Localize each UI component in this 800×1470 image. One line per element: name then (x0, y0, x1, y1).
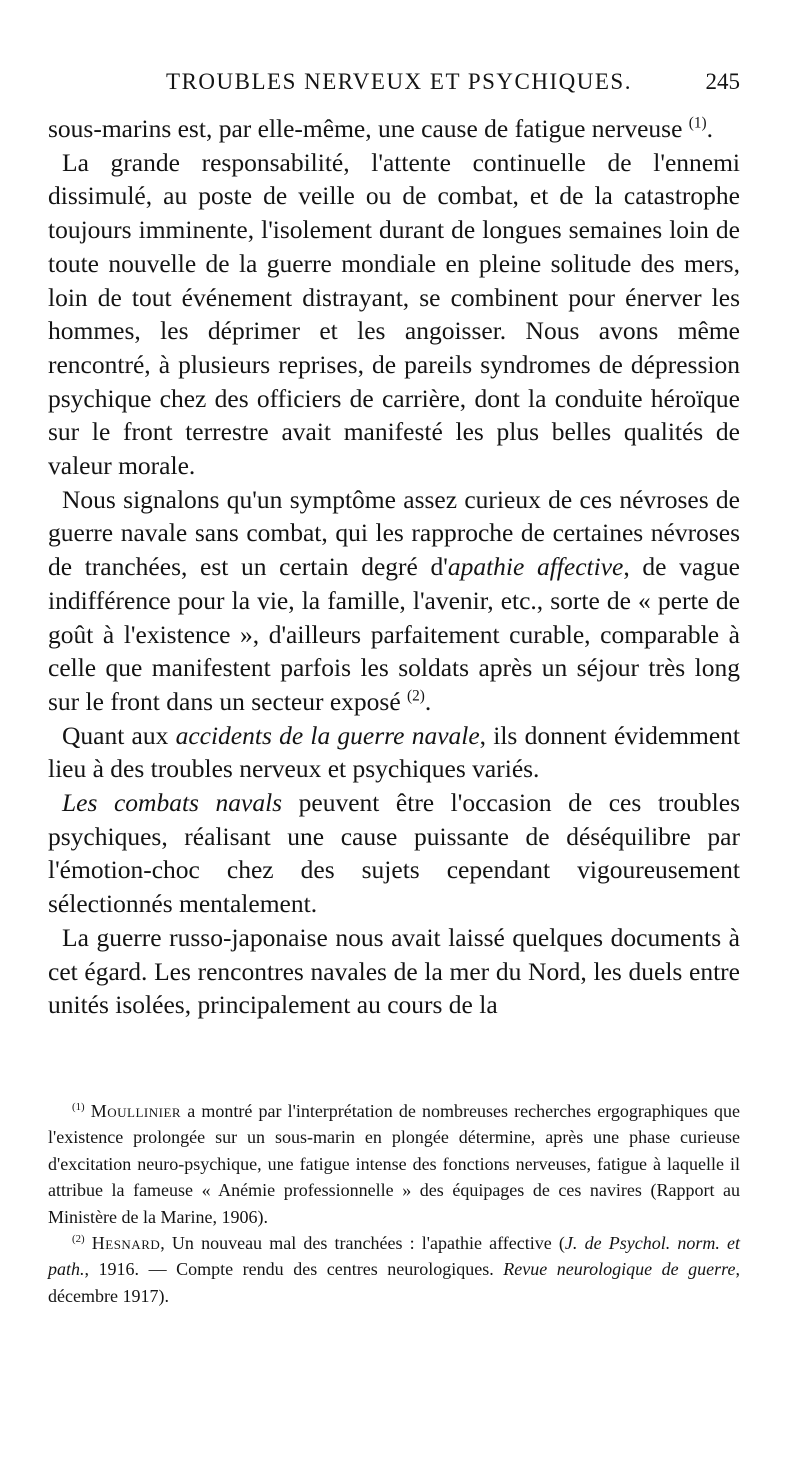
review-title: Revue neurologique de guerre (503, 1259, 736, 1280)
running-title: TROUBLES NERVEUX ET PSYCHIQUES. (166, 69, 632, 94)
paragraph (48, 483, 740, 719)
page-number: 245 (705, 69, 740, 94)
paragraph-text: peuvent être l'occasion de ces troubles psychiques, réalisant une cause puissante de déséquilibre par l'émotion-choc chez des sujets cependant vigoureusement sélectionnés mentalement. (48, 788, 740, 919)
footnote-text: , Un nouveau mal des tranchées : l'apathie affective ( (160, 1233, 565, 1254)
footnote-marker: (1) (72, 1101, 85, 1113)
footnotes (48, 1098, 740, 1309)
emphasis: accidents de la guerre navale (175, 720, 480, 750)
paragraph-text: , de vague indifférence pour la vie, la famille, l'avenir, etc., sorte de « perte de goût à l'existence », d'ailleurs parfaitement curable, comparable à celle que manifestent parfois les soldats après un séjour très long sur le front dans un secteur exposé (48, 552, 740, 716)
page-header (58, 66, 740, 98)
emphasis: apathie affective (447, 552, 624, 582)
paragraph (48, 112, 740, 146)
footnote-marker: (2) (72, 1233, 85, 1246)
footnote-author: Hesnard (91, 1233, 161, 1254)
emphasis: Les combats navals (62, 788, 283, 818)
footnote-text: a montré par l'interprétation de nombreuses recherches ergographiques que l'existence prolongée sur un sous-marin en plongée détermine, après une phase curieuse d'excitation neuro-psychique, une fatigue intense des fonctions nerveuses, fatigue à laquelle il attribue la fameuse « Anémie professionnelle » des équipages de ces navires (Rapport au Ministère de la Marine, 1906). (48, 1101, 741, 1227)
footnote (48, 1098, 740, 1230)
footnote-ref: (2) (407, 687, 425, 705)
footnote-author: Moullinier (90, 1101, 182, 1121)
main-text (48, 112, 740, 1022)
paragraph-text: sous-marins est, par elle-même, une cause de fatigue nerveuse (48, 114, 683, 143)
footnote-ref: (1) (688, 114, 707, 132)
paragraph-text: Quant aux (62, 720, 176, 750)
paragraph (48, 719, 740, 786)
paragraph-end: . (424, 686, 432, 716)
paragraph: La guerre russo-japonaise nous avait laissé quelques documents à cet égard. Les rencontres navales de la mer du Nord, les duels entre unités isolées, principalement au cours de la (48, 922, 740, 1020)
paragraph-text: Nous signalons qu'un symptôme assez curieux de ces névroses de guerre navale sans combat, qui les rapproche de certaines névroses de tranchées, est un certain degré d' (48, 484, 740, 582)
journal-title: J. de Psychol. norm. et path. (48, 1233, 740, 1280)
footnote (48, 1230, 740, 1309)
paragraph-end: . (706, 114, 714, 143)
paragraph (48, 786, 740, 921)
footnote-text: , décembre 1917). (48, 1259, 740, 1306)
footnote-text: , 1916. — Compte rendu des centres neurologiques. (84, 1259, 504, 1280)
paragraph: La grande responsabilité, l'attente continuelle de l'ennemi dissimulé, au poste de veille ou de combat, et de la catastrophe toujours imminente, l'isolement durant de longues semaines loin de toute nouvelle de la guerre mondiale en pleine solitude des mers, loin de tout événement distrayant, se combinent pour énerver les hommes, les déprimer et les angoisser. Nous avons même rencontré, à plusieurs reprises, de pareils syndromes de dépression psychique chez des officiers de carrière, dont la conduite héroïque sur le front terrestre avait manifesté les plus belles qualités de valeur morale. (48, 147, 740, 481)
paragraph-text: , ils donnent évidemment lieu à des troubles nerveux et psychiques variés. (48, 720, 740, 784)
